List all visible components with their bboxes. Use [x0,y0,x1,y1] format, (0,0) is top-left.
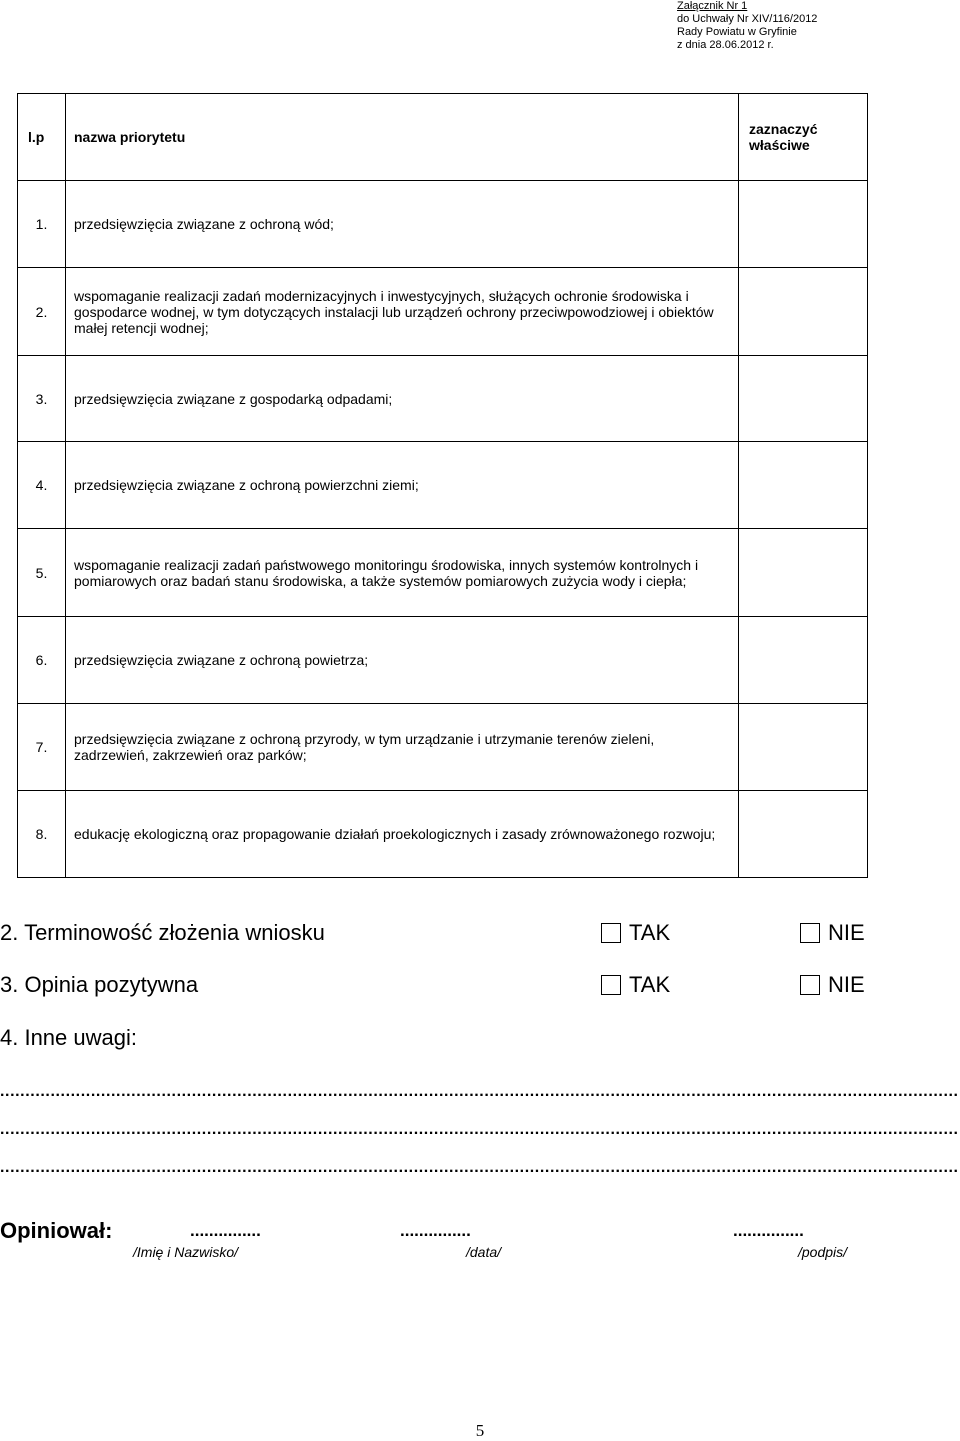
row-number: 6. [18,617,66,704]
council-name: Rady Powiatu w Gryfinie [677,26,797,38]
row-mark-cell[interactable] [739,704,868,791]
checkbox-icon[interactable] [800,975,820,995]
row-priority-text: przedsięwzięcia związane z gospodarką odpadami; [66,356,739,442]
timeliness-question: 2. Terminowość złożenia wniosku [0,920,325,945]
row-priority-text: przedsięwzięcia związane z ochroną powierzchni ziemi; [66,442,739,529]
row-mark-cell[interactable] [739,617,868,704]
checkbox-icon[interactable] [601,923,621,943]
name-caption: /Imię i Nazwisko/ [133,1244,239,1260]
row-mark-cell[interactable] [739,791,868,878]
row-mark-cell[interactable] [739,529,868,617]
resolution-date: z dnia 28.06.2012 r. [677,39,774,51]
reviewer-name-field[interactable]: ............... [190,1221,261,1240]
row-mark-cell[interactable] [739,442,868,529]
timeliness-yes-option[interactable] [601,920,670,946]
attachment-title: Załącznik Nr 1 [677,0,748,12]
table-row [18,617,868,704]
opinion-yes-option[interactable] [601,972,670,998]
row-mark-cell[interactable] [739,268,868,356]
row-number: 1. [18,181,66,268]
reviewer-label: Opiniował: [0,1218,113,1243]
timeliness-no-label: NIE [828,920,865,945]
signature-caption: /podpis/ [798,1244,848,1260]
row-number: 4. [18,442,66,529]
row-priority-text: przedsięwzięcia związane z ochroną wód; [66,181,739,268]
row-priority-text: przedsięwzięcia związane z ochroną przyrody, w tym urządzanie i utrzymanie terenów zieleni, zadrzewień, zakrzewień oraz parków; [66,704,739,791]
other-remarks-question: 4. Inne uwagi: [0,1025,137,1050]
header-priority-name: nazwa priorytetu [66,94,739,181]
timeliness-yes-label: TAK [629,920,671,945]
signature-field[interactable]: ............... [733,1221,804,1240]
date-caption: /data/ [466,1244,502,1260]
header-mark: zaznaczyć właściwe [739,94,868,181]
table-row [18,356,868,442]
table-row [18,704,868,791]
table-row [18,442,868,529]
row-mark-cell[interactable] [739,356,868,442]
row-number: 3. [18,356,66,442]
opinion-no-option[interactable] [800,972,865,998]
row-priority-text: edukację ekologiczną oraz propagowanie działań proekologicznych i zasady zrównoważonego rozwoju; [66,791,739,878]
opinion-yes-label: TAK [629,972,671,997]
opinion-no-label: NIE [828,972,865,997]
row-priority-text: wspomaganie realizacji zadań modernizacyjnych i inwestycyjnych, służących ochronie środowiska i gospodarce wodnej, w tym dotyczących instalacji lub urządzeń ochrony przeciwpowodziowej i obiektów małej retencji wodnej; [66,268,739,356]
table-row [18,268,868,356]
row-priority-text: wspomaganie realizacji zadań państwowego monitoringu środowiska, innych systemów kontrolnych i pomiarowych oraz badań stanu środowiska, a także systemów pomiarowych zużycia wody i ciepła; [66,529,739,617]
table-header-row [18,94,868,181]
row-number: 8. [18,791,66,878]
row-number: 5. [18,529,66,617]
row-priority-text: przedsięwzięcia związane z ochroną powietrza; [66,617,739,704]
opinion-question: 3. Opinia pozytywna [0,972,199,997]
table-row [18,791,868,878]
attachment-note [677,0,947,52]
remarks-line[interactable]: .............................................................................................................................................................................................. [0,1122,959,1138]
remarks-line[interactable]: .............................................................................................................................................................................................. [0,1160,959,1176]
row-mark-cell[interactable] [739,181,868,268]
resolution-number: do Uchwały Nr XIV/116/2012 [677,13,818,25]
row-number: 2. [18,268,66,356]
row-number: 7. [18,704,66,791]
checkbox-icon[interactable] [800,923,820,943]
header-lp: l.p [18,94,66,181]
page-number: 5 [475,1421,485,1440]
date-field[interactable]: ............... [400,1221,471,1240]
remarks-line[interactable]: .............................................................................................................................................................................................. [0,1084,959,1100]
priorities-table [17,93,868,878]
table-row [18,181,868,268]
timeliness-no-option[interactable] [800,920,865,946]
checkbox-icon[interactable] [601,975,621,995]
table-row [18,529,868,617]
